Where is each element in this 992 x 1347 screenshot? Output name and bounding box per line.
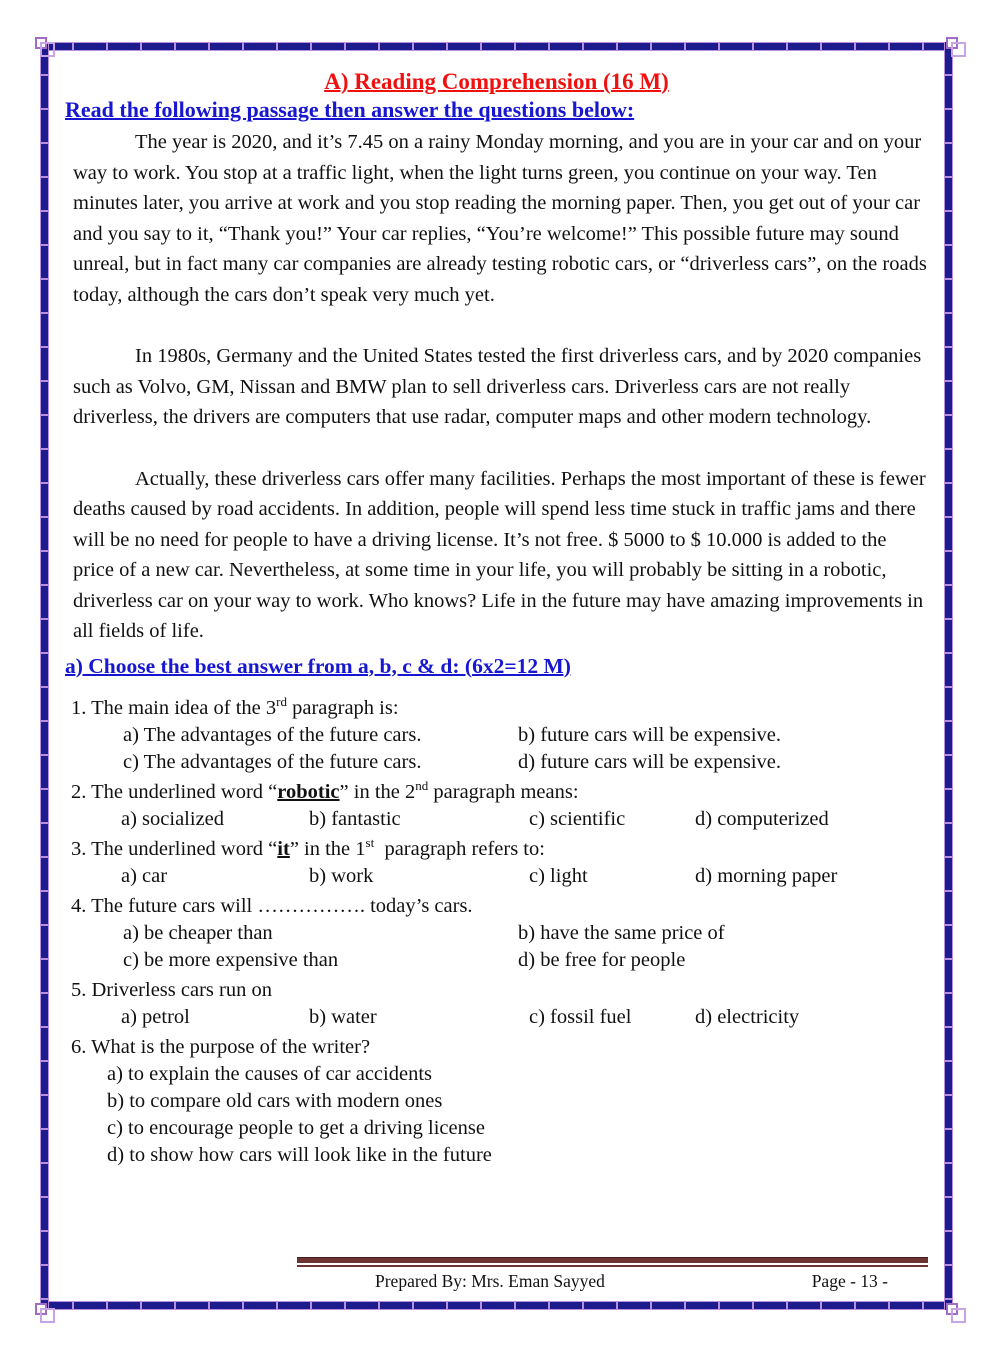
options-row: [65, 722, 928, 749]
answer-option: d) to show how cars will look like in the future: [107, 1143, 492, 1166]
answer-option: c) to encourage people to get a driving license: [107, 1116, 485, 1139]
border-bottom-bar: [40, 1301, 953, 1310]
answer-option: a) socialized: [121, 807, 225, 830]
options-row: [65, 1088, 928, 1115]
footer-divider: [297, 1257, 928, 1267]
answer-option: c) light: [529, 864, 588, 887]
question-stem: 6. What is the purpose of the writer?: [71, 1035, 371, 1058]
options-row: [65, 806, 928, 833]
question: [65, 977, 928, 1031]
decorative-border: [40, 42, 953, 1310]
corner-ornament-top-right: [946, 37, 958, 49]
section-a-heading: a) Choose the best answer from a, b, c & d: (6x2=12 M): [65, 653, 571, 678]
answer-option: d) future cars will be expensive.: [518, 750, 781, 773]
options-row: [65, 749, 928, 776]
options-row: [65, 920, 928, 947]
answer-option: b) water: [309, 1005, 377, 1028]
answer-option: c) fossil fuel: [529, 1005, 632, 1028]
answer-option: d) be free for people: [518, 948, 686, 971]
answer-option: b) fantastic: [309, 807, 401, 830]
answer-option: b) have the same price of: [518, 921, 725, 944]
answer-option: d) computerized: [695, 807, 829, 830]
question: [65, 893, 928, 974]
border-right-bar: [944, 42, 953, 1310]
answer-option: d) morning paper: [695, 864, 838, 887]
options-row: [65, 1061, 928, 1088]
question-stem: 1. The main idea of the 3rd paragraph is:: [71, 693, 399, 719]
answer-option: c) The advantages of the future cars.: [123, 750, 422, 773]
corner-ornament-bottom-left: [35, 1303, 47, 1315]
question-stem: 4. The future cars will ……………. today’s cars.: [71, 894, 473, 917]
question: [65, 779, 928, 833]
answer-option: b) work: [309, 864, 374, 887]
passage-paragraph: The year is 2020, and it’s 7.45 on a rainy Monday morning, and you are in your car and on your way to work. You stop at a traffic light, when the light turns green, you continue on your way. Ten minutes later, you arrive at work and you stop reading the morning paper. Then, you get out of your car and you say to it, “Thank you!” Your car replies, “You’re welcome!” This possible future may sound unreal, but in fact many car companies are already testing robotic cars, or “driverless cars”, on the roads today, although the cars don’t speak very much yet.: [73, 131, 927, 306]
answer-option: b) to compare old cars with modern ones: [107, 1089, 443, 1112]
options-row: [65, 1142, 928, 1169]
prepared-by: Prepared By: Mrs. Eman Sayyed: [375, 1271, 605, 1291]
page-title: A) Reading Comprehension (16 M): [324, 69, 669, 94]
corner-ornament-bottom-right: [946, 1303, 958, 1315]
answer-option: c) scientific: [529, 807, 626, 830]
question: [65, 836, 928, 890]
page-content: [51, 53, 942, 1299]
border-left-bar: [40, 42, 49, 1310]
options-row: [65, 947, 928, 974]
underlined-word: it: [277, 837, 290, 860]
question: [65, 1034, 928, 1169]
options-row: [65, 1004, 928, 1031]
passage-instruction: Read the following passage then answer the questions below:: [65, 97, 635, 122]
answer-option: a) The advantages of the future cars.: [123, 723, 422, 746]
footer: [297, 1257, 928, 1293]
answer-option: a) car: [121, 864, 168, 887]
border-top-bar: [40, 42, 953, 51]
question-list: [65, 695, 928, 1169]
answer-option: c) be more expensive than: [123, 948, 339, 971]
question: [65, 695, 928, 776]
corner-ornament-top-left: [35, 37, 47, 49]
options-row: [65, 863, 928, 890]
passage-paragraph: In 1980s, Germany and the United States tested the first driverless cars, and by 2020 companies such as Volvo, GM, Nissan and BMW plan to sell driverless cars. Driverless cars are not really driverless, the drivers are computers that use radar, computer maps and other modern technology.: [73, 345, 922, 428]
reading-passage: [65, 127, 928, 647]
answer-option: a) to explain the causes of car accidents: [107, 1062, 432, 1085]
answer-option: a) be cheaper than: [123, 921, 273, 944]
question-stem: 2. The underlined word “robotic” in the 2nd paragraph means:: [71, 777, 579, 803]
page-number: Page - 13 -: [811, 1271, 888, 1291]
underlined-word: robotic: [277, 780, 340, 803]
options-row: [65, 1115, 928, 1142]
question-stem: 3. The underlined word “it” in the 1st paragraph refers to:: [71, 834, 545, 860]
answer-option: a) petrol: [121, 1005, 190, 1028]
answer-option: b) future cars will be expensive.: [518, 723, 781, 746]
answer-option: d) electricity: [695, 1005, 800, 1028]
passage-paragraph: Actually, these driverless cars offer many facilities. Perhaps the most important of these is fewer deaths caused by road accidents. In addition, people will spend less time stuck in traffic jams and there will be no need for people to have a driving license. It’s not free. $ 5000 to $ 10.000 is added to the price of a new car. Nevertheless, at some time in your life, you will probably be sitting in a robotic, driverless car on your way to work. Who knows? Life in the future may have amazing improvements in all fields of life.: [73, 467, 926, 642]
question-stem: 5. Driverless cars run on: [71, 978, 272, 1001]
